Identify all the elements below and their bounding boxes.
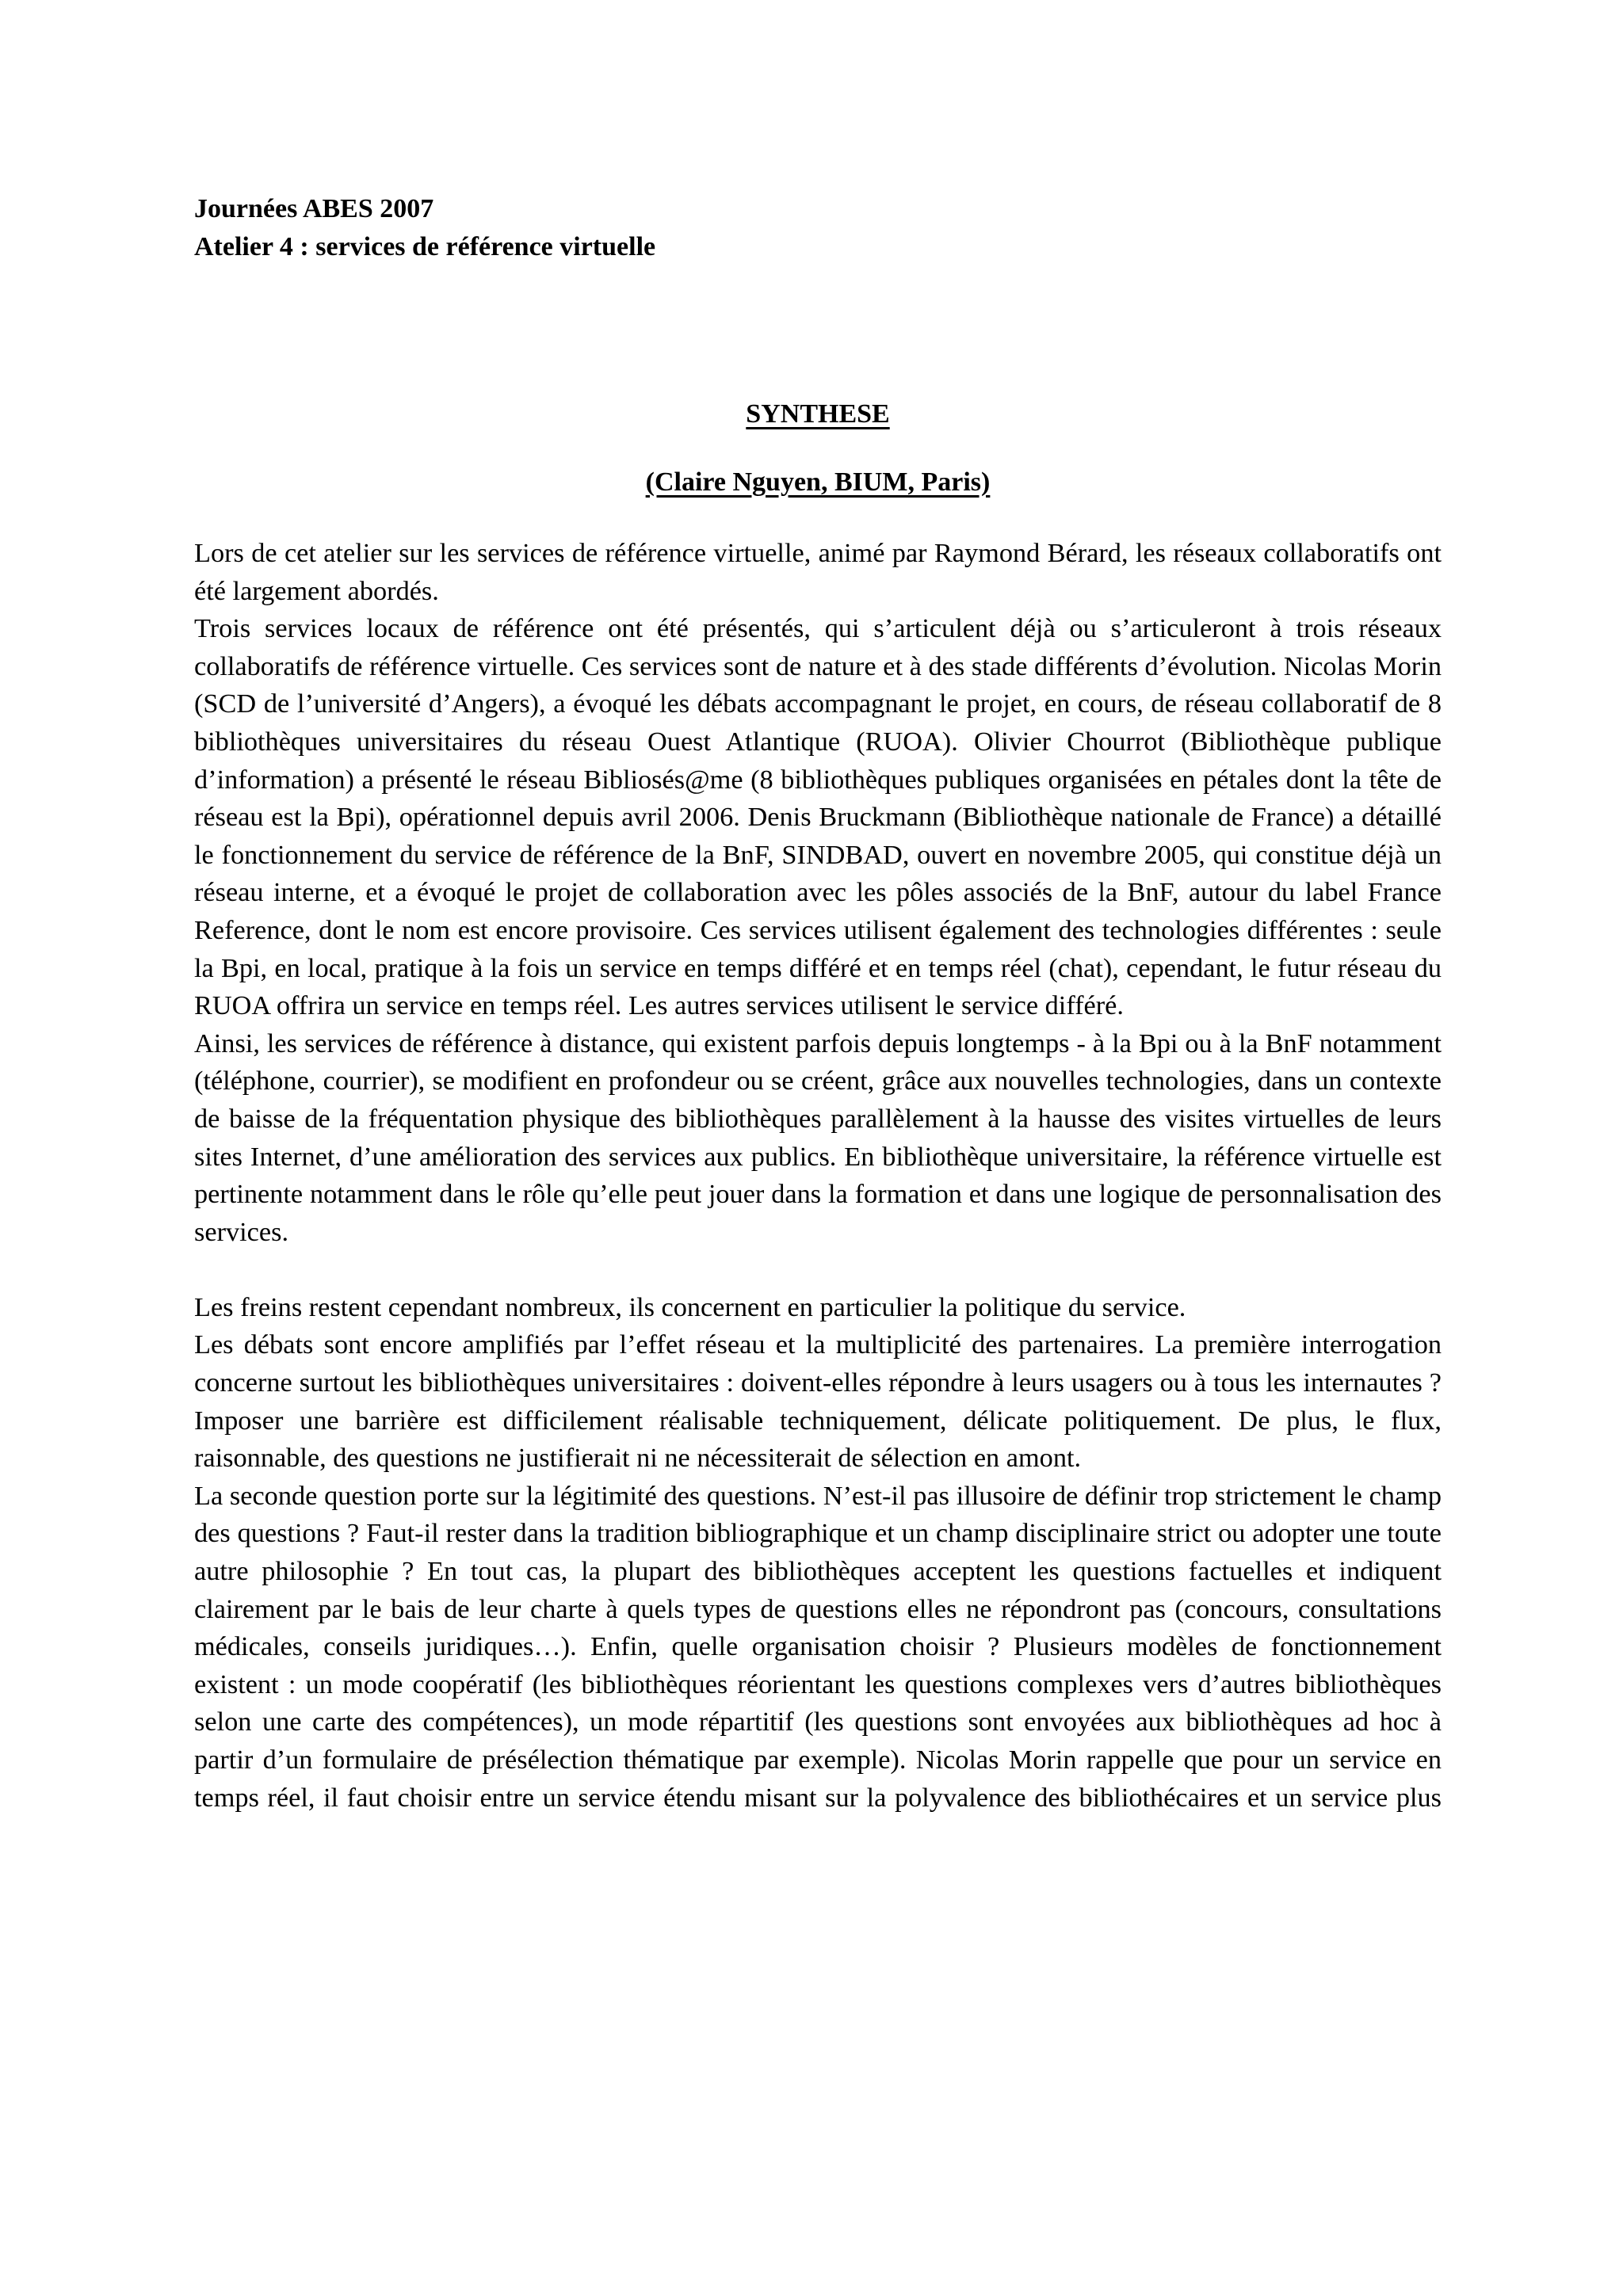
workshop-title: Atelier 4 : services de référence virtuelle: [194, 232, 656, 261]
document-page: [194, 190, 1442, 1817]
paragraph-debats: Les débats sont encore amplifiés par l’effet réseau et la multiplicité des partenaires. La première interrogation concerne surtout les bibliothèques universitaires : doivent-elles répondre à leurs usagers ou à tous les internautes ? Imposer une barrière est difficilement réalisable techniquement, délicate politiquement. De plus, le flux, raisonnable, des questions ne justifierait ni ne nécessiterait de sélection en amont.: [194, 1329, 1442, 1474]
paragraph-spacer: [194, 1251, 1442, 1289]
paragraph-distance-services: Ainsi, les services de référence à distance, qui existent parfois depuis longtemps - à la Bpi ou à la BnF notamment (téléphone, courrier), se modifient en profondeur ou se créent, grâce aux nouvelles technologies, dans un contexte de baisse de la fréquentation physique des bibliothèques parallèlement à la hausse des visites virtuelles de leurs sites Internet, d’une amélioration des services aux publics. En bibliothèque universitaire, la référence virtuelle est pertinente notamment dans le rôle qu’elle peut jouer dans la formation et dans une logique de personnalisation des services.: [194, 1028, 1442, 1247]
event-title: Journées ABES 2007: [194, 194, 434, 223]
document-title: SYNTHESE: [746, 399, 890, 429]
paragraph-seconde-question: La seconde question porte sur la légitimité des questions. N’est-il pas illusoire de définir trop strictement le champ des questions ? Faut-il rester dans la tradition bibliographique et un champ disciplinaire strict ou adopter une toute autre philosophie ? En tout cas, la plupart des bibliothèques acceptent les questions factuelles et indiquent clairement par le bais de leur charte à quels types de questions elles ne répondront pas (concours, consultations médicales, conseils juridiques…). Enfin, quelle organisation choisir ? Plusieurs modèles de fonctionnement existent : un mode coopératif (les bibliothèques réorientant les questions complexes vers d’autres bibliothèques selon une carte des compétences), un mode répartitif (les questions sont envoyées aux bibliothèques ad hoc à partir d’un formulaire de présélection thématique par exemple). Nicolas Morin rappelle que pour un service en temps réel, il faut choisir entre un service étendu misant sur la polyvalence des bibliothécaires et un service plus: [194, 1480, 1442, 1813]
paragraph-services: Trois services locaux de référence ont été présentés, qui s’articulent déjà ou s’articuleront à trois réseaux collaboratifs de référence virtuelle. Ces services sont de nature et à des stade différents d’évolution. Nicolas Morin (SCD de l’université d’Angers), a évoqué les débats accompagnant le projet, en cours, de réseau collaboratif de 8 bibliothèques universitaires du réseau Ouest Atlantique (RUOA). Olivier Chourrot (Bibliothèque publique d’information) a présenté le réseau Bibliosés@me (8 bibliothèques publiques organisées en pétales dont la tête de réseau est la Bpi), opérationnel depuis avril 2006. Denis Bruckmann (Bibliothèque nationale de France) a détaillé le fonctionnement du service de référence de la BnF, SINDBAD, ouvert en novembre 2005, qui constitue déjà un réseau interne, et a évoqué le projet de collaboration avec les pôles associés de la BnF, autour du label France Reference, dont le nom est encore provisoire. Ces services utilisent également des technologies différentes : seule la Bpi, en local, pratique à la fois un service en temps différé et en temps réel (chat), cependant, le futur réseau du RUOA offrira un service en temps réel. Les autres services utilisent le service différé.: [194, 613, 1442, 1021]
document-body: [194, 535, 1442, 1817]
paragraph-freins: Les freins restent cependant nombreux, ils concernent en particulier la politique du service.: [194, 1291, 1186, 1322]
document-author: (Claire Nguyen, BIUM, Paris): [645, 467, 991, 497]
paragraph-intro: Lors de cet atelier sur les services de référence virtuelle, animé par Raymond Bérard, les réseaux collaboratifs ont été largement abordés.: [194, 538, 1442, 606]
